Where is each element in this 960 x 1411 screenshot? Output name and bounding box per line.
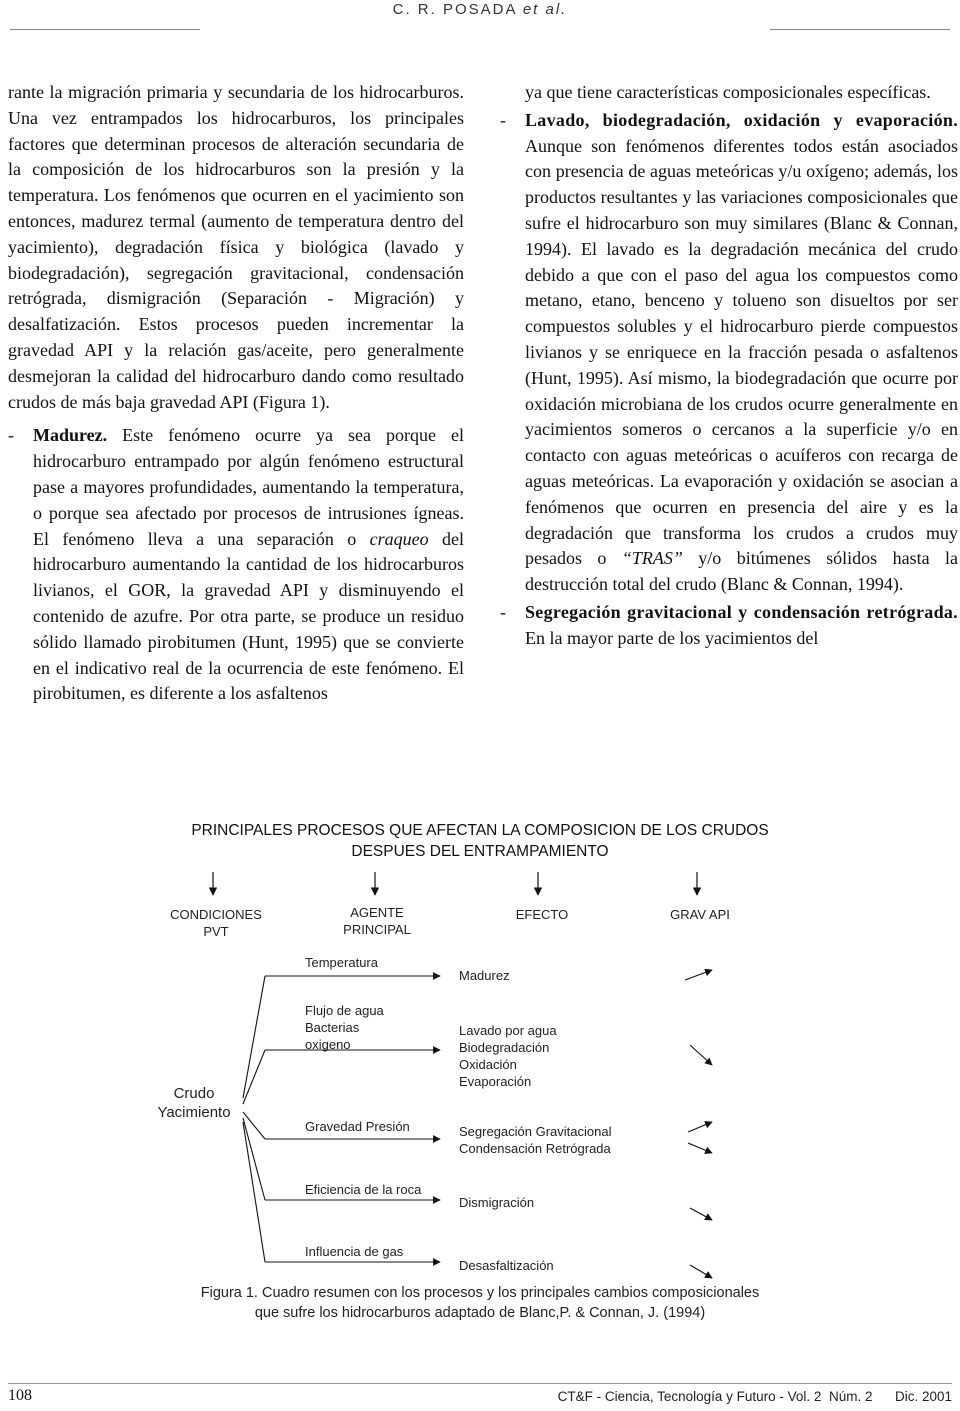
paragraph-intro: rante la migración primaria y secundaria de los hidrocarburos. Una vez entrampados los hidrocarburos, los principales factores que determinan procesos de alteración secundaria de la composición de los hidrocarburos son la presión y la temperatura. Los fenómenos que ocurren en el yacimiento son entonces, madurez termal (aumento de temperatura dentro del yacimiento), degradación física y biológica (lavado y biodegradación), segregación gravitacional, condensación retrógrada, dismigración (Separación - Migración) y desalfatización. Estos procesos pueden incrementar la gravedad API y la relación gas/aceite, pero generalmente desmejoran la calidad del hidrocarburo dando como resultado crudos de más baja gravedad API (Figura 1). xyxy=(8,82,464,412)
effect-lavado xyxy=(459,1022,557,1090)
effect-line: Condensación Retrógrada xyxy=(459,1141,611,1156)
figure-caption xyxy=(0,1283,960,1323)
effect-madurez xyxy=(459,967,510,984)
effect-line: Lavado por agua xyxy=(459,1023,557,1038)
effect-line: Evaporación xyxy=(459,1074,532,1089)
footer-rule xyxy=(8,1383,952,1384)
header-agente-line: PRINCIPAL xyxy=(343,922,411,937)
caption-line-1: Figura 1. Cuadro resumen con los procesos y los principales cambios composicionales xyxy=(200,1285,760,1301)
effect-line: Segregación Gravitacional xyxy=(459,1124,612,1139)
header-condiciones-line: PVT xyxy=(203,924,229,939)
branch-influencia xyxy=(243,1122,265,1262)
journal-info: CT&F - Ciencia, Tecnología y Futuro - Vol. 2 Núm. 2 Dic. 2001 xyxy=(557,1389,952,1404)
bullet-text: Aunque son fenómenos diferentes todos están asociados con presencia de aguas meteóricas y/u oxígeno; además, los productos resultantes y las variaciones composicionales que sufre el hidrocarburo son muy similares (Blanc & Connan, 1994). El lavado es la degradación mecánica del crudo debido a que con el paso del agua los compuestos como metano, etano, benceno y tolueno son disueltos por ser compuestos solubles y el hidrocarburo pierde compuestos livianos y se enriquece en la fracción pesada o asfaltenos (Hunt, 1995). Así mismo, la biodegradación que ocurre por oxidación microbiana de los crudos ocurre generalmente en yacimientos someros o cercanos a la superficie y/o en contacto con aguas meteóricas o acuíferos con recarga de aguas meteóricas. La evaporación y oxidación se asocian a fenómenos que ocurren en presencia del aire y es la degradación que transforma los crudos a crudos muy pesados o xyxy=(525,135,958,569)
page-footer xyxy=(0,1385,960,1411)
header-condiciones-line: CONDICIONES xyxy=(170,907,262,922)
italic-term: “TRAS” xyxy=(621,548,683,569)
right-column xyxy=(500,80,958,652)
italic-term: craqueo xyxy=(369,528,429,549)
agent-line: Flujo de agua xyxy=(305,1003,384,1018)
effect-segregacion xyxy=(459,1123,611,1157)
bullet-term: Segregación gravitacional y condensación retrógrada. xyxy=(525,601,958,622)
trend-arrow-madurez xyxy=(685,970,712,980)
trend-arrow-lavado xyxy=(690,1045,712,1065)
effect-line: Dismigración xyxy=(459,1195,535,1210)
left-column xyxy=(8,80,464,707)
branch-temperatura xyxy=(243,976,265,1098)
trend-arrow-desasfaltizacion xyxy=(690,1265,712,1278)
trend-arrow-segregacion-down xyxy=(688,1143,712,1153)
running-head xyxy=(0,0,960,30)
branch-gravedad xyxy=(243,1112,265,1139)
bullet-term: Lavado, biodegradación, oxidación y evaporación. xyxy=(525,109,958,130)
bullet-text: Este fenómeno ocurre ya sea porque el hidrocarburo entrampado por algún fenómeno estructural pase a mayores profundidades, aumentando la temperatura, o porque sea afectado por procesos de intrusiones ígneas. El fenómeno lleva a una separación o xyxy=(33,425,464,549)
bullet-text: y/o bitúmenes sólidos hasta la destrucción total del crudo (Blanc & Connan, 1994). xyxy=(525,548,958,595)
trend-arrow-dismigracion xyxy=(690,1208,712,1220)
agent-line: Influencia de gas xyxy=(305,1244,404,1259)
figure-title-line-2: DESPUES DEL ENTRAMPAMIENTO xyxy=(351,843,609,860)
agent-line: Gravedad Presión xyxy=(305,1119,410,1134)
page-number: 108 xyxy=(8,1387,32,1404)
et-al: et al. xyxy=(522,1,568,18)
agent-flujo-de-agua xyxy=(305,1002,384,1053)
agent-line: Bacterias xyxy=(305,1020,360,1035)
bullet-lavado xyxy=(500,108,958,598)
effect-dismigracion xyxy=(459,1194,534,1211)
branch-eficiencia xyxy=(243,1118,265,1200)
header-grav-api: GRAV API xyxy=(670,907,730,922)
bullet-dash: - xyxy=(8,425,14,446)
bullet-text: En la mayor parte de los yacimientos del xyxy=(525,627,819,648)
bullet-dash: - xyxy=(500,601,506,622)
agent-line: Temperatura xyxy=(305,955,378,970)
agent-line: oxigeno xyxy=(305,1037,351,1052)
header-rule-right xyxy=(770,29,950,30)
effect-line: Oxidación xyxy=(459,1057,517,1072)
header-efecto: EFECTO xyxy=(515,907,569,922)
root-label-line: Crudo xyxy=(173,1085,215,1102)
bullet-madurez xyxy=(8,423,464,707)
bullet-segregacion xyxy=(500,600,958,652)
agent-eficiencia-roca xyxy=(305,1181,421,1198)
agent-temperatura xyxy=(305,954,378,971)
caption-line-2: que sufre los hidrocarburos adaptado de Blanc,P. & Connan, J. (1994) xyxy=(254,1305,706,1321)
effect-line: Desasfaltización xyxy=(459,1258,554,1273)
grav-api-arrows xyxy=(685,970,712,1278)
agent-line: Eficiencia de la roca xyxy=(305,1182,422,1197)
bullet-term: Madurez. xyxy=(33,425,108,446)
effect-desasfaltizacion xyxy=(459,1257,554,1274)
author-name: C. R. POSADA xyxy=(392,1,523,18)
agent-gravedad-presion xyxy=(305,1118,410,1135)
effect-line: Biodegradación xyxy=(459,1040,550,1055)
effect-line: Madurez xyxy=(459,968,510,983)
root-label-line: Yacimiento xyxy=(157,1104,231,1121)
header-agente-line: AGENTE xyxy=(350,905,404,920)
agent-influencia-gas xyxy=(305,1243,403,1260)
root-node xyxy=(148,1084,240,1122)
figure-1 xyxy=(0,800,960,1340)
bullet-dash: - xyxy=(500,109,506,130)
header-condiciones xyxy=(170,906,262,940)
paragraph-continued: ya que tiene características composicionales específicas. xyxy=(525,82,931,102)
figure-title-line-1: PRINCIPALES PROCESOS QUE AFECTAN LA COMPOSICION DE LOS CRUDOS xyxy=(191,822,769,839)
header-rule-left xyxy=(10,29,200,30)
bullet-text: del hidrocarburo aumentando la cantidad de los hidrocarburos livianos, el GOR, la gravedad API y disminuyendo el contenido de azufre. Por otra parte, se produce un residuo sólido llamado pirobitumen (Hunt, 1995) que se convierte en el indicativo real de la ocurrencia de este fenómeno. El pirobitumen, es diferente a los asfaltenos xyxy=(33,528,464,704)
header-agente xyxy=(332,904,422,938)
running-head-text xyxy=(0,1,960,18)
trend-arrow-segregacion-up xyxy=(688,1122,712,1132)
